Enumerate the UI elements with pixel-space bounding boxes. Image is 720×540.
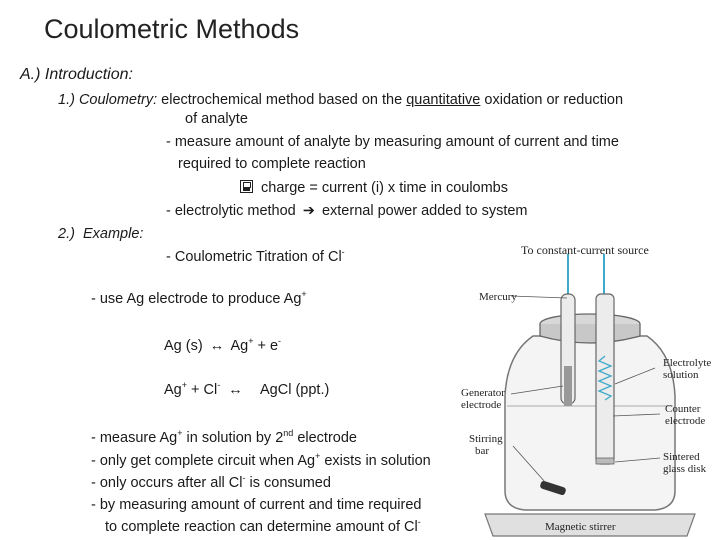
double-arrow-icon: ↔ bbox=[228, 382, 243, 398]
item1-line6-pre: - electrolytic method bbox=[166, 203, 296, 219]
label-counter-2: electrode bbox=[665, 415, 706, 427]
bullet-4: - by measuring amount of current and time required bbox=[91, 497, 422, 513]
coulometric-cell-diagram bbox=[455, 236, 717, 538]
label-electrolyte-2: solution bbox=[663, 369, 699, 381]
label-sintered-1: Sintered bbox=[663, 451, 700, 463]
label-mercury: Mercury bbox=[479, 291, 517, 303]
stopper-side bbox=[540, 324, 640, 343]
right-arrow-icon: ➔ bbox=[302, 203, 315, 219]
label-stirring-2: bar bbox=[475, 445, 490, 457]
bullet-5: to complete reaction can determine amount of Cl- bbox=[105, 517, 421, 535]
item1-line6 bbox=[166, 203, 528, 219]
item1-line3: - measure amount of analyte by measuring amount of current and time bbox=[166, 134, 619, 150]
silver-electrode bbox=[564, 366, 572, 406]
item1-line1-post: oxidation or reduction bbox=[484, 92, 624, 108]
label-generator-2: electrode bbox=[461, 399, 502, 411]
label-generator-1: Generator bbox=[461, 387, 505, 399]
sintered-disk bbox=[596, 458, 614, 464]
floppy-icon bbox=[240, 180, 253, 193]
bullet-3: - only occurs after all Cl- is consumed bbox=[91, 473, 331, 491]
leader-mercury bbox=[511, 296, 567, 298]
glass-vessel bbox=[505, 336, 675, 510]
double-arrow-icon: ↔ bbox=[209, 338, 225, 354]
use-ag-line: - use Ag electrode to produce Ag+ bbox=[91, 289, 307, 307]
label-electrolyte-1: Electrolyte bbox=[663, 357, 712, 369]
item1-line6-post: external power added to system bbox=[321, 203, 528, 219]
item1-line2: of analyte bbox=[185, 111, 248, 127]
label-source: To constant-current source bbox=[521, 243, 649, 257]
equation-1: Ag (s) ↔ Ag+ + e- bbox=[164, 336, 282, 354]
bullet-2: - only get complete circuit when Ag+ exists in solution bbox=[91, 451, 431, 469]
titration-line: - Coulometric Titration of Cl- bbox=[166, 247, 345, 265]
item2-heading bbox=[58, 226, 143, 242]
item1-line5 bbox=[240, 180, 508, 196]
section-introduction-heading: A.) Introduction: bbox=[20, 66, 133, 83]
item1-line4: required to complete reaction bbox=[178, 156, 366, 172]
equation-2: Ag+ + Cl- ↔ AgCl (ppt.) bbox=[164, 380, 330, 398]
item2-label: Example: bbox=[82, 226, 144, 242]
item1-line1-pre: electrochemical method based on the bbox=[161, 92, 403, 108]
item1-line1 bbox=[58, 92, 623, 108]
label-counter-1: Counter bbox=[665, 403, 701, 415]
item2-number: 2.) bbox=[58, 226, 75, 242]
label-sintered-2: glass disk bbox=[663, 463, 707, 475]
label-stirrer: Magnetic stirrer bbox=[545, 521, 616, 533]
bullet-1: - measure Ag+ in solution by 2nd electrode bbox=[91, 428, 357, 446]
item1-number: 1.) bbox=[58, 92, 75, 108]
coulometry-term: Coulometry: bbox=[78, 92, 158, 108]
label-stirring-1: Stirring bbox=[469, 433, 503, 445]
charge-formula: charge = current (i) x time in coulombs bbox=[261, 180, 508, 196]
quantitative-word: quantitative bbox=[406, 92, 481, 108]
page-title: Coulometric Methods bbox=[44, 14, 300, 44]
